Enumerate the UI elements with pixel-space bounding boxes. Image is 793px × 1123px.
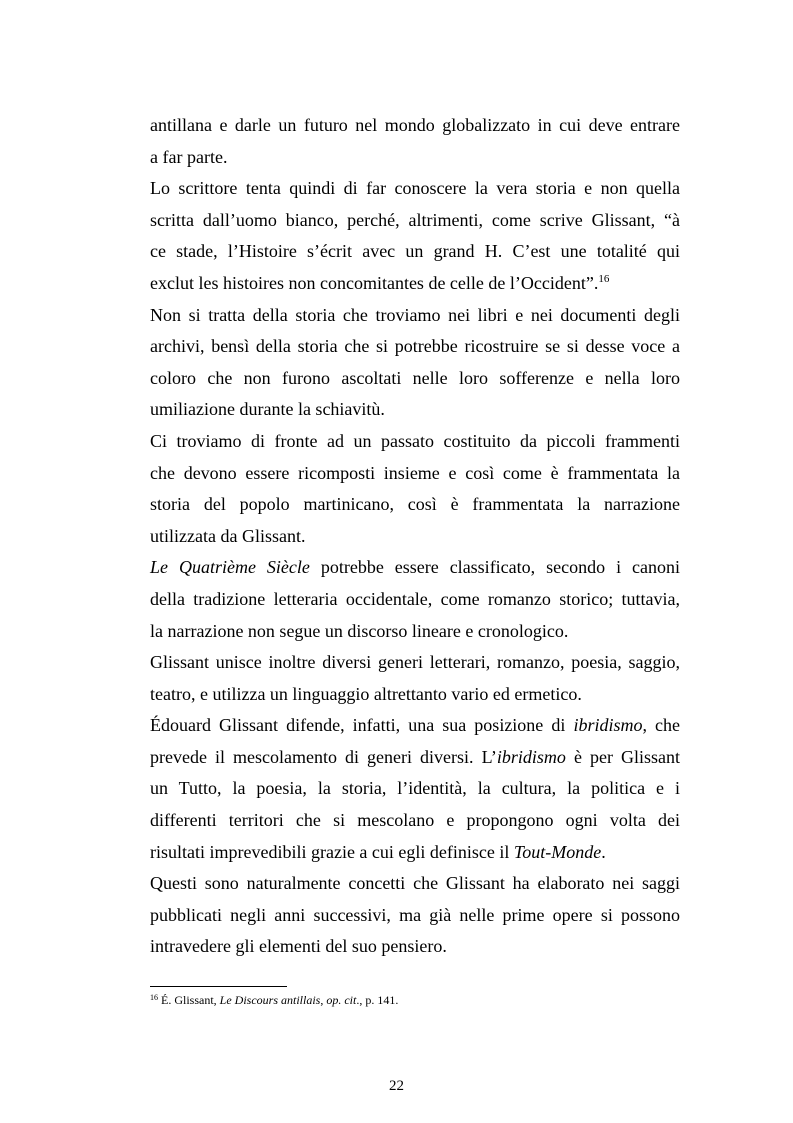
text-line: differenti territori che si mescolano e propongono ogni volta dei [150, 810, 680, 831]
text-line: Non si tratta della storia che troviamo nei libri e nei documenti degli [150, 304, 680, 325]
text-line: Ci troviamo di fronte ad un passato costituito da piccoli frammenti [150, 430, 680, 451]
footnote-divider [150, 986, 287, 987]
text-line: la narrazione non segue un discorso lineare e cronologico. [150, 620, 569, 641]
quote-end: exclut les histoires non concomitantes de celle de l’Occident”. [150, 272, 599, 293]
text-segment: prevede il mescolamento di generi diversi. L’ [150, 746, 497, 767]
text-segment: . [601, 841, 606, 862]
footnote-opcit: op. cit [326, 993, 357, 1007]
text-segment: Édouard Glissant difende, infatti, una sua posizione di [150, 715, 574, 736]
page-number: 22 [389, 1078, 404, 1094]
text-line: intravedere gli elementi del suo pensiero. [150, 936, 447, 957]
emphasis: ibridismo [573, 715, 643, 736]
text-line: umiliazione durante la schiavitù. [150, 399, 385, 420]
text-line: scritta dall’uomo bianco, perché, altrimenti, come scrive Glissant, “à [150, 209, 680, 230]
text-line [150, 552, 680, 584]
main-text [150, 110, 680, 963]
text-line: utilizzata da Glissant. [150, 525, 306, 546]
text-line: antillana e darle un futuro nel mondo globalizzato in cui deve entrare [150, 115, 680, 135]
text-line [150, 710, 680, 742]
footnote-number: 16 [150, 993, 158, 1002]
text-line: teatro, e utilizza un linguaggio altrettanto vario ed ermetico. [150, 683, 582, 704]
text-line [150, 742, 680, 774]
text-line: storia del popolo martinicano, così è frammentata la narrazione [150, 494, 680, 515]
text-line: della tradizione letteraria occidentale, come romanzo storico; tuttavia, [150, 588, 680, 609]
text-line [150, 837, 680, 869]
text-line: a far parte. [150, 146, 228, 167]
text-line: ce stade, l’Histoire s’écrit avec un grand H. C’est une totalité qui [150, 241, 680, 262]
text-line: pubblicati negli anni successivi, ma già nelle prime opere si possono [150, 904, 680, 925]
footnote-author: É. Glissant, [158, 993, 220, 1007]
text-segment: potrebbe essere classificato, secondo i canoni [309, 557, 681, 578]
text-line: Questi sono naturalmente concetti che Glissant ha elaborato nei saggi [150, 873, 680, 894]
footnote-sep: , [320, 993, 327, 1007]
footnote-ref[interactable]: 16 [598, 272, 610, 285]
text-line: archivi, bensì della storia che si potrebbe ricostruire se si desse voce a [150, 336, 680, 357]
book-title: Le Quatrième Siècle [150, 557, 310, 578]
text-segment: risultati imprevedibili grazie a cui egli definisce il [150, 841, 514, 862]
text-segment: è per Glissant [565, 746, 680, 767]
text-line: che devono essere ricomposti insieme e così come è frammentata la [150, 462, 680, 483]
text-line: Lo scrittore tenta quindi di far conoscere la vera storia e non quella [150, 178, 680, 199]
text-line: Glissant unisce inoltre diversi generi letterari, romanzo, poesia, saggio, [150, 652, 680, 673]
text-line: coloro che non furono ascoltati nelle loro sofferenze e nella loro [150, 367, 680, 388]
footnote-title: Le Discours antillais [219, 993, 321, 1007]
emphasis: Tout-Monde [513, 841, 602, 862]
footnote [150, 992, 398, 1008]
text-segment: , che [642, 715, 680, 736]
footnote-pages: ., p. 141. [356, 993, 399, 1007]
emphasis: ibridismo [496, 746, 566, 767]
text-line [150, 268, 680, 300]
text-line: un Tutto, la poesia, la storia, l’identità, la cultura, la politica e i [150, 778, 680, 799]
